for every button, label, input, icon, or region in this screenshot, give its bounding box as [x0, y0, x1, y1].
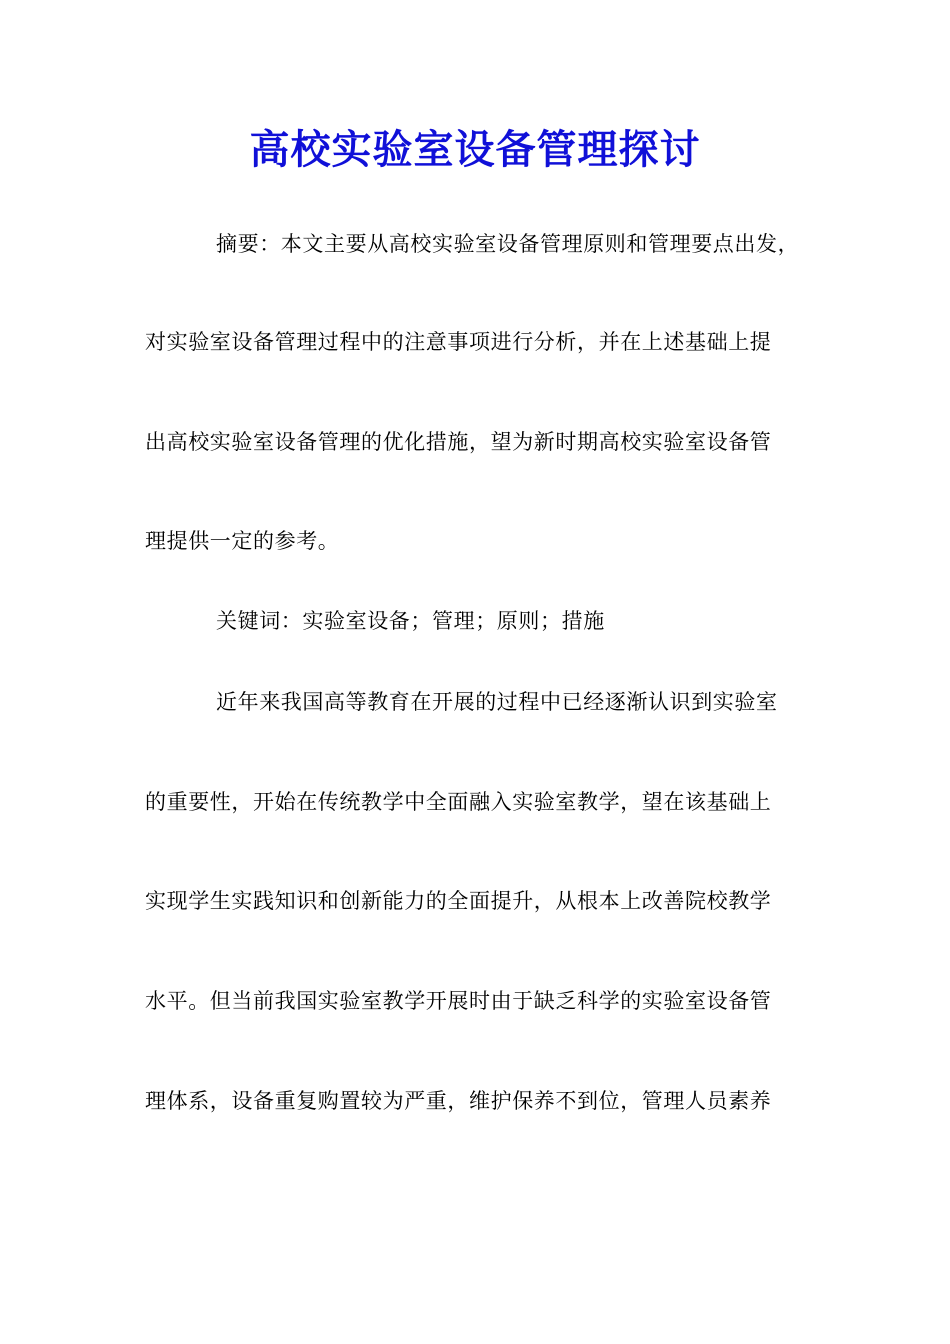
- abstract-line-1: 摘要：本文主要从高校实验室设备管理原则和管理要点出发，: [216, 232, 800, 256]
- body-line-3: 实现学生实践知识和创新能力的全面提升，从根本上改善院校教学: [145, 889, 772, 913]
- abstract-line-4: 理提供一定的参考。: [145, 529, 340, 553]
- abstract-line-3: 出高校实验室设备管理的优化措施，望为新时期高校实验室设备管: [145, 430, 772, 454]
- keywords-line: 关键词：实验室设备；管理；原则；措施: [216, 609, 605, 633]
- body-line-5: 理体系，设备重复购置较为严重，维护保养不到位，管理人员素养: [145, 1089, 772, 1113]
- body-line-4: 水平。但当前我国实验室教学开展时由于缺乏科学的实验室设备管: [145, 989, 772, 1013]
- document-title: 高校实验室设备管理探讨: [249, 126, 701, 173]
- body-line-2: 的重要性，开始在传统教学中全面融入实验室教学，望在该基础上: [145, 790, 772, 814]
- body-line-1: 近年来我国高等教育在开展的过程中已经逐渐认识到实验室: [216, 690, 778, 714]
- abstract-line-2: 对实验室设备管理过程中的注意事项进行分析，并在上述基础上提: [145, 330, 772, 354]
